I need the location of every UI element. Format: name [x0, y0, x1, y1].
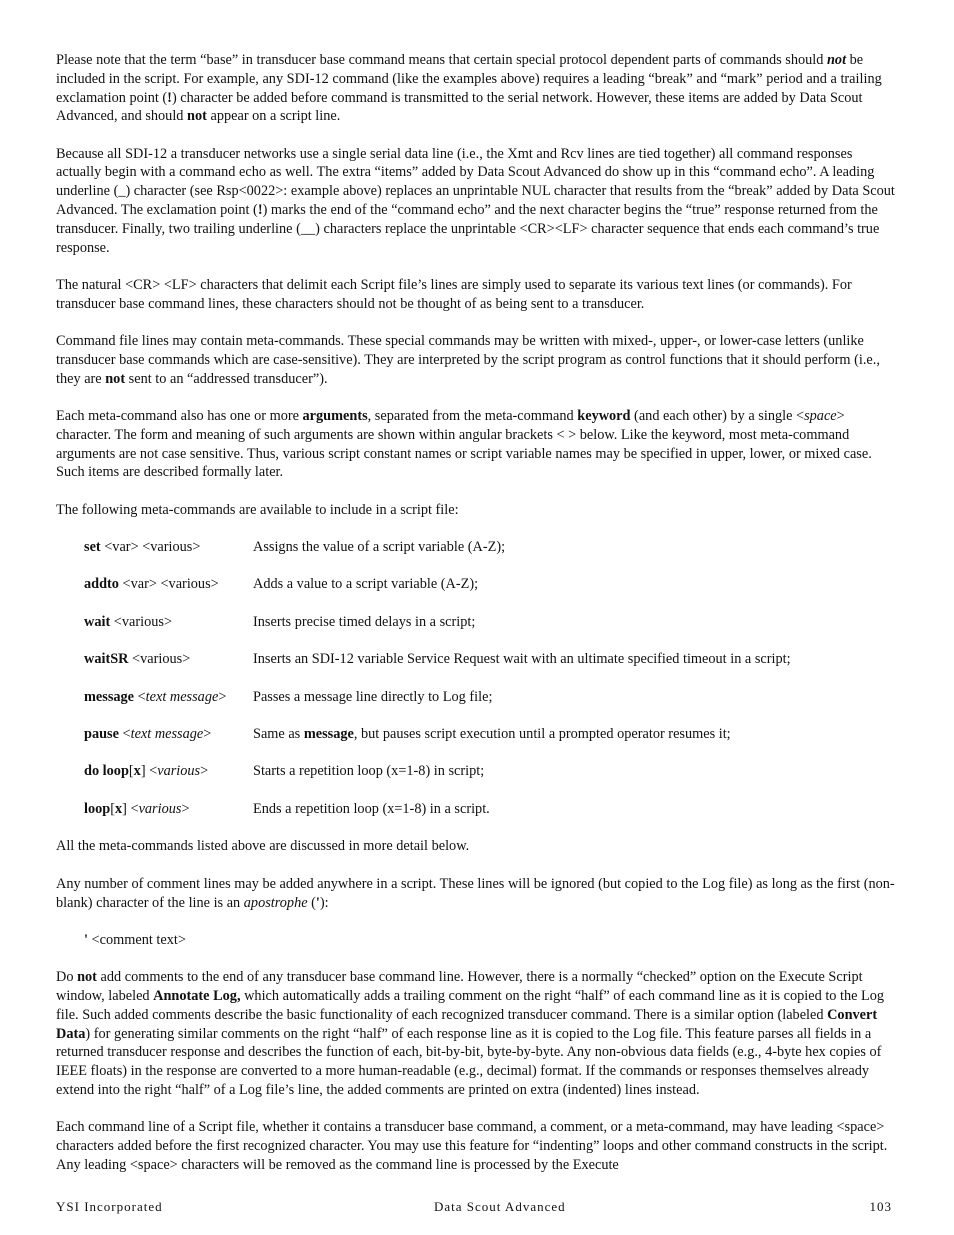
- paragraph-meta-commands-intro: Command file lines may contain meta-commands. These special commands may be written with mixed-, upper-, or lower-case letters (unlike transducer base commands which are case-sensitive). They are interpreted by the script program as control functions that it should perform (i.e., they are not sent to an “addressed transducer”).: [56, 333, 880, 387]
- paragraph-base-command-note: Please note that the term “base” in transducer base command means that certain special protocol dependent parts of commands should not be included in the script. For example, any SDI-12 command (like the examples above) requires a leading “break” and “mark” period and a trailing exclamation point (!) character be added before command is transmitted to the serial network. However, these items are added by Data Scout Advanced, and should not appear on a script line.: [56, 52, 882, 125]
- meta-command-row: [56, 688, 898, 707]
- paragraph-comment-lines: Any number of comment lines may be added anywhere in a script. These lines will be ignored (but copied to the Log file) as long as the first (non-blank) character of the line is an apostrophe ('):: [56, 875, 895, 911]
- paragraph-discussed-below: All the meta-commands listed above are discussed in more detail below.: [56, 838, 470, 855]
- page-body: [56, 51, 898, 1193]
- meta-command-description: Passes a message line directly to Log file;: [253, 688, 493, 705]
- footer-page-number: 103: [869, 1199, 892, 1214]
- meta-command-syntax: waitSR <various>: [84, 651, 191, 668]
- meta-command-description: Starts a repetition loop (x=1-8) in script;: [253, 763, 485, 780]
- meta-command-description: Assigns the value of a script variable (A-Z);: [253, 538, 506, 555]
- meta-command-syntax: message <text message>: [84, 688, 227, 705]
- footer-company: YSI Incorporated: [56, 1199, 163, 1214]
- meta-command-syntax: set <var> <various>: [84, 538, 201, 555]
- footer-product: Data Scout Advanced: [434, 1199, 566, 1214]
- meta-command-row: [56, 725, 898, 744]
- paragraph-command-echo: Because all SDI-12 a transducer networks use a single serial data line (i.e., the Xmt and Rcv lines are tied together) all command responses actually begin with a command echo as well. The extra “items” added by Data Scout Advanced do show up in this “command echo”. A leading underline (_) character (see Rsp<0022>: example above) replaces an unprintable NUL character that results from the “break” added by Data Scout Advanced. The exclamation point (!) marks the end of the “command echo” and the next character begins the “true” response returned from the transducer. Finally, two trailing underline (__) characters replace the unprintable <CR><LF> character sequence that ends each command’s true response.: [56, 145, 895, 256]
- meta-command-row: [56, 762, 898, 781]
- meta-command-description: Ends a repetition loop (x=1-8) in a script.: [253, 800, 490, 817]
- paragraph-available-meta-commands: The following meta-commands are available to include in a script file:: [56, 501, 459, 518]
- meta-command-description: Same as message, but pauses script execution until a prompted operator resumes it;: [253, 725, 731, 742]
- meta-command-syntax: wait <various>: [84, 613, 173, 630]
- meta-command-row: [56, 613, 898, 632]
- meta-command-row: [56, 538, 898, 557]
- paragraph-annotate-log: Do not add comments to the end of any transducer base command line. However, there is a normally “checked” option on the Execute Script window, labeled Annotate Log, which automatically adds a trailing comment on the right “half” of each command line as it is copied to the Log file. Such added comments describe the basic functionality of each recognized transducer command. There is a similar option (labeled Convert Data) for generating similar comments on the right “half” of each response line as it is copied to the Log file. This feature parses all fields in a returned transducer response and describes the function of each, bit-by-bit, byte-by-byte. Any non-obvious data fields (e.g., 4-byte hex copies of IEEE floats) in the response are converted to a more human-readable (e.g., decimal) format. If the commands or responses themselves already extend into the right “half” of a Log file’s line, the added comments are printed on extra (indented) lines instead.: [56, 969, 885, 1098]
- page-footer: [56, 1199, 892, 1217]
- meta-command-syntax: loop[x] <various>: [84, 800, 190, 817]
- meta-command-row: [56, 650, 898, 669]
- meta-command-syntax: pause <text message>: [84, 725, 212, 742]
- paragraph-arguments: Each meta-command also has one or more arguments, separated from the meta-command keyword (and each other) by a single <space> character. The form and meaning of such arguments are shown within angular brackets < > below. Like the keyword, most meta-command arguments are not case sensitive. Thus, various script constant names or script variable names may be specified in upper, lower, or mixed case. Such items are described formally later.: [56, 407, 872, 481]
- comment-syntax-example: ' <comment text>: [84, 931, 186, 948]
- meta-command-description: Inserts precise timed delays in a script;: [253, 613, 476, 630]
- meta-command-description: Inserts an SDI-12 variable Service Request wait with an ultimate specified timeout in a script;: [253, 651, 791, 668]
- paragraph-cr-lf: The natural <CR> <LF> characters that delimit each Script file’s lines are simply used to separate its various text lines (or commands). For transducer base command lines, these characters should not be thought of as being sent to a transducer.: [56, 276, 852, 312]
- meta-command-row: [56, 575, 898, 594]
- meta-command-description: Adds a value to a script variable (A-Z);: [253, 576, 479, 593]
- meta-command-row: [56, 800, 898, 819]
- meta-command-list: [56, 538, 898, 819]
- meta-command-syntax: addto <var> <various>: [84, 576, 219, 593]
- paragraph-leading-spaces: Each command line of a Script file, whether it contains a transducer base command, a comment, or a meta-command, may have leading <space> characters added before the first recognized character. You may use this feature for “indenting” loops and other command constructs in the script. Any leading <space> characters will be removed as the command line is processed by the Execute: [56, 1119, 888, 1173]
- meta-command-syntax: do loop[x] <various>: [84, 763, 209, 780]
